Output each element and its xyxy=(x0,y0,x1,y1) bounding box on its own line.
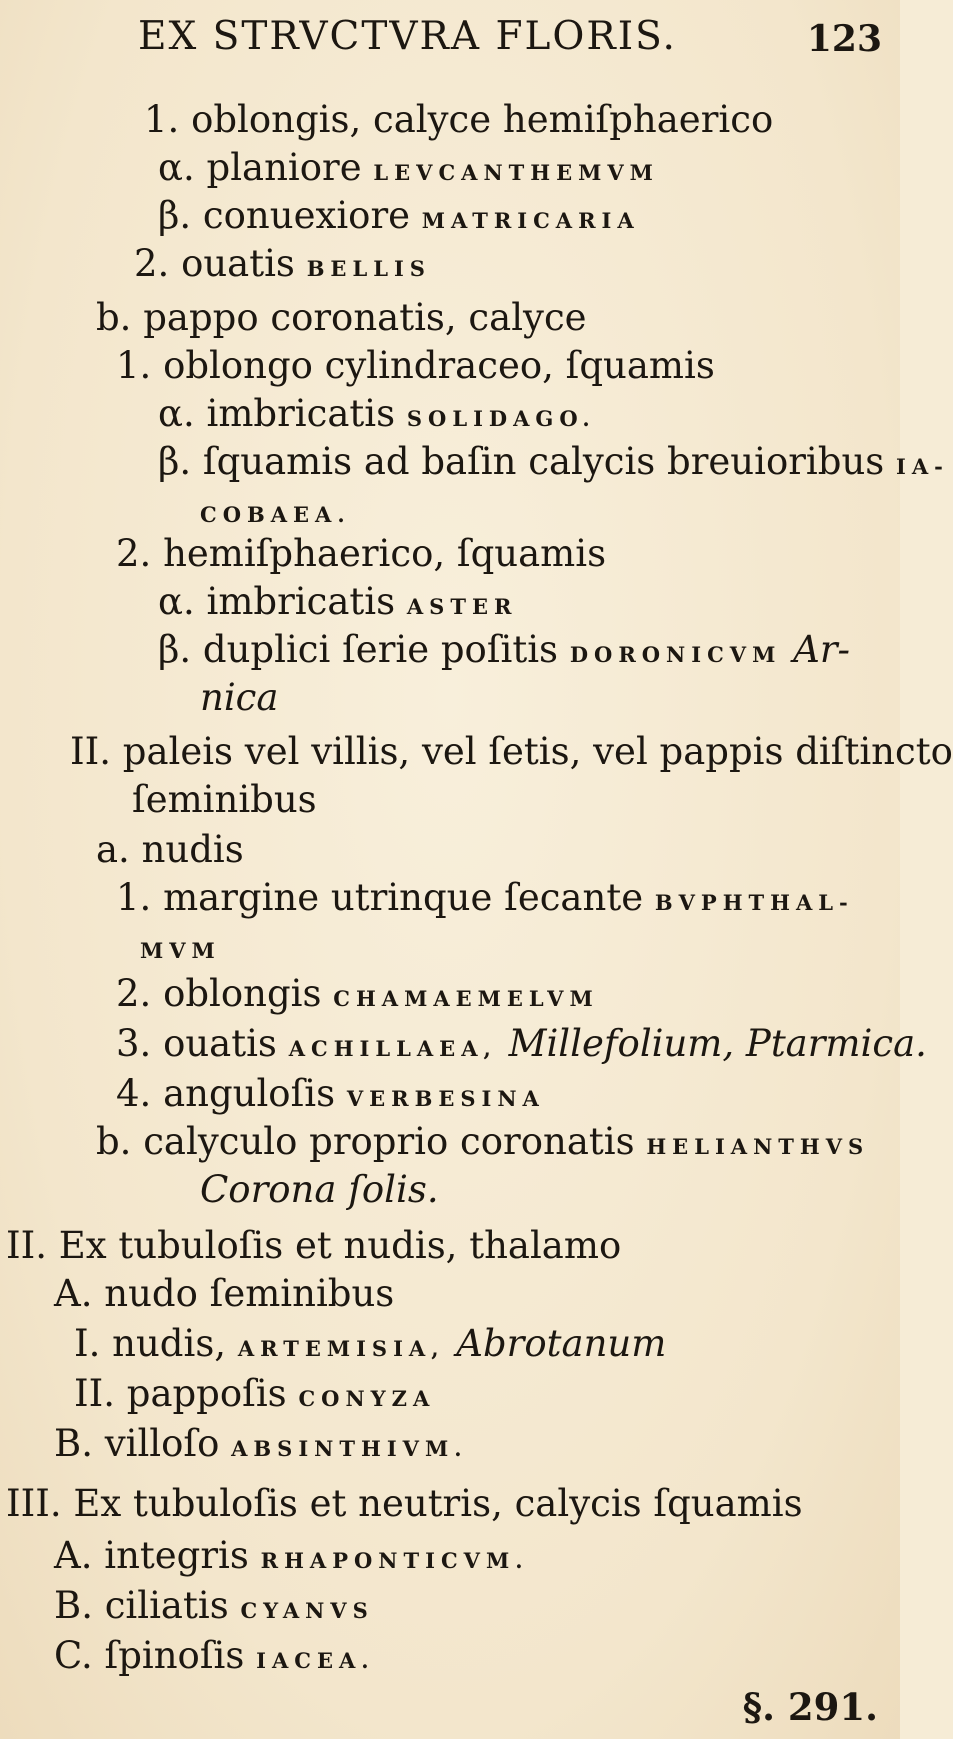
line-text: II. Ex tubuloſis et nudis, thalamo xyxy=(6,1224,622,1267)
text-line xyxy=(200,488,351,537)
line-text: 4. anguloſis xyxy=(116,1072,336,1115)
genus-name: MVM xyxy=(140,938,221,963)
text-line xyxy=(74,1372,435,1421)
line-text: 2. ouatis xyxy=(134,242,295,285)
text-line xyxy=(158,440,949,489)
line-text: B. villoſo xyxy=(54,1422,220,1465)
genus-name: ASTER xyxy=(406,594,518,619)
genus-name: CHAMAEMELVM xyxy=(333,986,599,1011)
genus-name: CONYZA xyxy=(298,1386,436,1411)
line-text: 1. oblongo cylindraceo, ſquamis xyxy=(116,344,715,387)
line-text: C. ſpinoſis xyxy=(54,1634,245,1677)
genus-name: VERBESINA xyxy=(346,1086,545,1111)
line-text: ſeminibus xyxy=(132,778,317,821)
text-line xyxy=(116,344,715,388)
text-line xyxy=(54,1634,375,1683)
genus-name: IACEA. xyxy=(256,1648,375,1673)
line-text: B. ciliatis xyxy=(54,1584,229,1627)
line-text: II. paleis vel villis, vel ſetis, vel pappis diſtincto xyxy=(70,730,953,773)
line-text: α. imbricatis xyxy=(158,580,396,623)
line-text: β. ſquamis ad baſin calycis breuioribus xyxy=(158,440,885,483)
text-line xyxy=(54,1534,529,1583)
genus-name: RHAPONTICVM. xyxy=(260,1548,529,1573)
running-title: EX STRVCTVRA FLORIS. xyxy=(138,14,677,59)
common-name: nica xyxy=(200,676,279,719)
genus-name: COBAEA. xyxy=(200,502,351,527)
page-number: 123 xyxy=(806,18,882,60)
text-line xyxy=(116,532,606,576)
text-line xyxy=(140,924,221,973)
line-text: a. nudis xyxy=(96,828,244,871)
line-text: b. pappo coronatis, calyce xyxy=(96,296,587,339)
text-line xyxy=(96,296,587,340)
text-line xyxy=(200,1168,439,1212)
genus-name: ACHILLAEA, xyxy=(288,1036,497,1061)
text-line xyxy=(116,1072,545,1121)
text-line xyxy=(144,98,773,142)
line-text: II. pappoſis xyxy=(74,1372,287,1415)
text-line xyxy=(158,392,596,441)
text-line xyxy=(96,1120,869,1169)
line-text: 1. margine utrinque ſecante xyxy=(116,876,644,919)
text-line xyxy=(96,828,244,872)
page-header xyxy=(0,14,900,74)
text-line xyxy=(6,1224,621,1268)
genus-name: SOLIDAGO. xyxy=(406,406,596,431)
line-text: β. duplici ſerie poſitis xyxy=(158,628,559,671)
text-line xyxy=(116,1022,927,1071)
text-line xyxy=(70,730,953,774)
line-text: 1. oblongis, calyce hemiſphaerico xyxy=(144,98,774,141)
genus-name: DORONICVM xyxy=(569,642,782,667)
genus-name: CYANVS xyxy=(240,1598,374,1623)
common-name: Ar- xyxy=(793,628,851,671)
line-text: 2. hemiſphaerico, ſquamis xyxy=(116,532,607,575)
genus-name: ABSINTHIVM. xyxy=(231,1436,468,1461)
text-line xyxy=(74,1322,666,1371)
line-text: 2. oblongis xyxy=(116,972,322,1015)
genus-name: IA- xyxy=(896,454,949,479)
line-text: 3. ouatis xyxy=(116,1022,277,1065)
line-text: α. planiore xyxy=(158,146,362,189)
line-text: α. imbricatis xyxy=(158,392,396,435)
common-name: Abrotanum xyxy=(456,1322,667,1365)
genus-name: LEVCANTHEMVM xyxy=(373,160,659,185)
text-line xyxy=(54,1584,374,1633)
text-line xyxy=(158,146,659,195)
genus-name: HELIANTHVS xyxy=(646,1134,870,1159)
text-line xyxy=(200,676,278,720)
text-line xyxy=(54,1422,468,1471)
text-line xyxy=(134,242,431,291)
section-mark: §. 291. xyxy=(742,1685,878,1729)
text-line xyxy=(6,1482,803,1526)
text-line xyxy=(116,876,854,925)
line-text: b. calyculo proprio coronatis xyxy=(96,1120,635,1163)
common-name: Corona ſolis. xyxy=(200,1168,439,1211)
line-text: I. nudis, xyxy=(74,1322,227,1365)
line-text: A. integris xyxy=(54,1534,249,1577)
line-text: β. conuexiore xyxy=(158,194,411,237)
genus-name: BVPHTHAL- xyxy=(654,890,854,915)
common-name: Millefolium, Ptarmica. xyxy=(508,1022,927,1065)
line-text: A. nudo ſeminibus xyxy=(54,1272,395,1315)
text-line xyxy=(158,580,517,629)
text-line xyxy=(54,1272,394,1316)
genus-name: ARTEMISIA, xyxy=(237,1336,445,1361)
text-line xyxy=(158,628,850,677)
genus-name: BELLIS xyxy=(306,256,431,281)
text-line xyxy=(158,194,640,243)
genus-name: MATRICARIA xyxy=(421,208,640,233)
line-text: III. Ex tubuloſis et neutris, calycis ſquamis xyxy=(6,1482,803,1525)
text-line xyxy=(116,972,599,1021)
text-line xyxy=(132,778,317,822)
